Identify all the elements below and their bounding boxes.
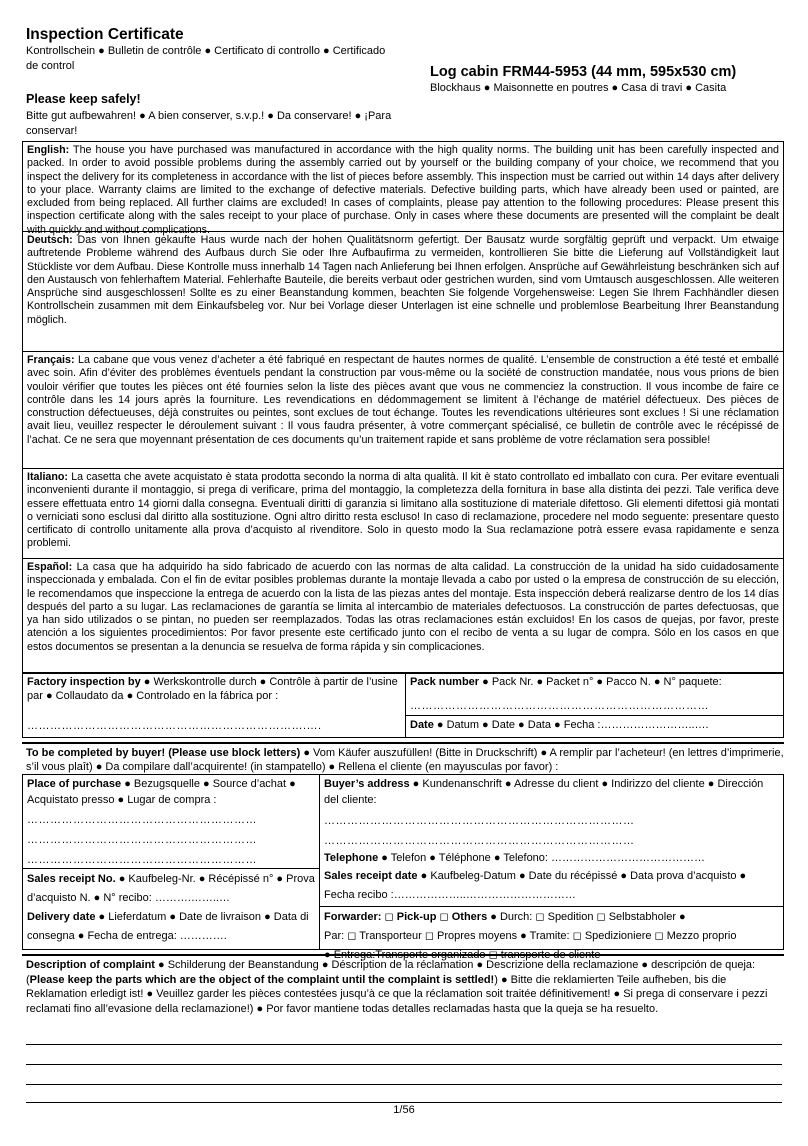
keep-safely-text: Bitte gut aufbewahren! ● A bien conserver, s.v.p.! ● Da conservare! ● ¡Para conservar! — [26, 110, 392, 137]
forwarder-field — [320, 906, 783, 965]
complaint-text-1: ● Schilderung der Beanstandung ● Déscription de la réclamation ● Descrizione della reclamazione ● descripción de queja: ( — [26, 959, 756, 986]
buyer-title-bold: To be completed by buyer! (Please use block letters) — [26, 747, 301, 759]
complaint-text-2: ) ● Bitte die reklamierten Teile aufheben, bis die Reklamation erledigt ist! ● Veuillez garder les pièces contestées jusqu’à ce que la réclamation soit traitée définitivement! ● Si prega di conservare i pezzi reclamati fino all’evasione della reclamazione!) ● Por favor mantiene todas detalles reclamadas hasta que la queja se ha resuelto. — [26, 973, 768, 1015]
receipt-text: ● Kaufbeleg-Nr. ● Récépissé n° ● Prova d’acquisto N. ● N° recibo: — [27, 873, 315, 904]
address-dots-1[interactable]: ……………………………………………………………………… — [324, 815, 635, 827]
sales-date-dots: ………………..………………………… — [393, 889, 576, 901]
complaint-line-4[interactable] — [26, 1102, 782, 1103]
product-subtitle: Blockhaus ● Maisonnette en poutres ● Casa di travi ● Casita — [430, 82, 727, 94]
lang-text: The house you have purchased was manufactured in accordance with the high quality norms. The building unit has been carefully inspected and packed. In order to avoid possible problems during the assembly carried out by yourself or the building company of your choice, we recommend that you inspect the delivery for its completeness in accordance with the list of pieces before assembly. This inspection must be carried out within 14 days after delivery to your place. Warranty claims are limited to the exchange of defective materials. Defective building parts, which have already been used or painted, are excluded from being replaced. All further claims are excluded! In cases of complaints, please pay attention to the following procedures: Please present this inspection certificate along with the sales receipt to your place of purchase. Only in cases where these documents are presented will the complaint be dealt with quickly and without complications. — [27, 144, 779, 236]
pack-number-field[interactable] — [406, 673, 783, 737]
delivery-text: ● Lieferdatum ● Date de livraison ● Data di consegna ● Fecha de entrega: — [27, 911, 309, 942]
divider — [22, 742, 784, 744]
date-label: Date — [410, 719, 434, 731]
address-label: Buyer’s address — [324, 778, 410, 790]
sales-receipt-field[interactable] — [23, 868, 319, 908]
lang-francais — [23, 352, 783, 469]
date-dots: ……………………..…. — [600, 719, 709, 731]
keep-safely-title: Please keep safely! — [26, 92, 141, 106]
page-subtitle: Kontrollschein ● Bulletin de contrôle ● Certificato di controllo ● Certificado de control — [26, 45, 386, 72]
lang-label: Deutsch: — [27, 234, 73, 246]
factory-dots: ……………………………………………………………….…. — [27, 720, 322, 732]
lang-text: La casa que ha adquirido ha sido fabricado de acuerdo con las normas de alta calidad. La construcción de la unidad ha sido cuidadosamente inspeccionada y embalada. Con el fin de evitar posibles problemas durante la montaje llevada a cabo por usted o la empresa de construcción de su elección, le recomendamos que inspeccione la entrega de acuerdo con la lista de las piezas antes del montaje. Esta inspección deberá realizarse dentro de los 14 días después del parto a su lugar. Las reclamaciones de garantía se limita al intercambio de materiales defectuosos. La construcción de partes defectuosas, que ya han sido utilizados o se pintan, no pueden ser reemplazados. Todas las otras reclamaciones están excluidos! En los casos de quejas, por favor, preste atención a los siguientes procedimientos: Por favor presente este certificado junto con el recibo de venta a su lugar de compra. Sólo en los casos en que estos documentos se presentan a la denuncia se resuelva de forma rápida y sin complicaciones. — [27, 561, 779, 653]
address-text: ● Kundenanschrift ● Adresse du client ● Indirizzo del cliente ● Dirección del cliente: — [324, 778, 764, 806]
forwarder-label: Forwarder: — [324, 911, 382, 923]
product-title: Log cabin FRM44-5953 (44 mm, 595x530 cm) — [430, 64, 737, 80]
lang-text: La casetta che avete acquistato è stata prodotta secondo la norma di alta qualità. Il kit è stato controllato ed imballato con cura. Per evitare eventuali inconvenienti durante il montaggio, si prega di verificare, prima del montaggio, la completezza della fornitura in base alla distinta dei pezzi. Tale verifica deve essere effettuata entro 14 giorni dalla consegna. Eventuali diritti di garanzia si limitano alla sostituzione di materiale difettoso. Gli elementi difettosi già montati o verniciati sono esclusi dal diritto alla sostituzione. Ogni altro diritto resta escluso! In caso di reclamazione, procedere nel modo seguente: presentare questo certificato di controllo unitamente alla prova d’acquisto al rivenditore. Solo in questo modo la Sua reclamazione potrà essere evasa rapidamente e senza problemi. — [27, 471, 779, 550]
pack-text: ● Pack Nr. ● Packet n° ● Pacco N. ● N° paquete: — [479, 676, 722, 688]
date-field[interactable] — [406, 715, 783, 732]
delivery-label: Delivery date — [27, 911, 96, 923]
sales-receipt-date-field[interactable] — [324, 867, 779, 905]
address-dots-2[interactable]: ……………………………………………………………………… — [324, 835, 635, 847]
lang-text: Das von Ihnen gekaufte Haus wurde nach der hohen Qualitätsnorm gefertigt. Der Bausatz wurde sorgfältig geprüft und verpackt. Um etwaige auftretende Probleme während des Aufbaus durch Sie oder Ihre Aufbaufirma zu vermeiden, kontrollieren Sie bitte die Lieferung auf Vollständigkeit laut Stückliste vor dem Aufbau. Diese Kontrolle muss innerhalb 14 Tagen nach Anlieferung bei Ihnen erfolgen. Ansprüche auf Gewährleistung beschränken sich auf den Austausch von fehlerhaftem Material. Fehlerhafte Bauteile, die bereits verbaut oder gestrichen wurden, sind vom Umtausch ausgeschlossen. Alle weiteren Ansprüche sind ausgeschlossen! Sollte es zu einer Beanstandung kommen, beachten Sie folgende Vorgehensweise: Legen Sie Ihrem Fachhändler diesen Kontrollschein zusammen mit dem Einkaufsbeleg vor. Nur bei Vorlage dieser Unterlagen ist eine schnelle und problemlose Bearbeitung Ihrer Beanstandung möglich. — [27, 234, 779, 326]
language-paragraphs — [22, 141, 784, 674]
place-dots-1[interactable]: …………………………………………………… — [27, 814, 257, 826]
buyer-title-text: ● Vom Käufer auszufüllen! (Bitte in Druckschrift) ● A remplir par l’acheteur! (en lettres d’imprimerie, s’il vous plaît) ● Da compilare dall’acquirente! (in stampatello) ● Rellena el cliente (en mayusculas por favor) : — [26, 747, 784, 773]
pack-dots: …………………………………………………………………… — [410, 700, 709, 712]
factory-pack-box — [22, 672, 784, 738]
place-dots-2[interactable]: …………………………………………………… — [27, 834, 257, 846]
receipt-dots: ……….……..… — [151, 892, 230, 904]
delivery-date-field[interactable] — [27, 908, 315, 946]
place-label: Place of purchase — [27, 778, 122, 790]
receipt-label: Sales receipt No. — [27, 873, 116, 885]
lang-label: Français: — [27, 354, 75, 366]
complaint-line-2[interactable] — [26, 1064, 782, 1065]
pickup-checkbox[interactable]: ◻ — [384, 911, 394, 923]
place-of-purchase-field[interactable] — [27, 776, 315, 808]
sales-date-label: Sales receipt date — [324, 870, 418, 882]
pickup-label: Pick-up — [396, 911, 437, 923]
lang-deutsch — [23, 232, 783, 352]
buyer-box — [22, 774, 784, 950]
factory-inspection-field[interactable] — [23, 673, 406, 737]
lang-label: English: — [27, 144, 70, 156]
pack-label: Pack number — [410, 676, 480, 688]
lang-espanol — [23, 559, 783, 673]
buyer-section-title — [26, 746, 786, 774]
sales-date-text: ● Kaufbeleg-Datum ● Date du récépissé ● Data prova d’acquisto ● Fecha recibo : — [324, 870, 747, 901]
lang-italiano — [23, 469, 783, 559]
place-text: ● Bezugsquelle ● Source d’achat ● Acquistato presso ● Lugar de compra : — [27, 778, 296, 806]
phone-text: ● Telefon ● Téléphone ● Telefono: — [378, 852, 548, 864]
complaint-line-3[interactable] — [26, 1084, 782, 1085]
complaint-bold: Please keep the parts which are the object of the complaint until the complaint is settled! — [29, 973, 495, 986]
others-checkbox[interactable]: ◻ — [439, 911, 449, 923]
phone-dots: …………………………………… — [547, 852, 706, 864]
others-label: Others — [451, 911, 488, 923]
telephone-field[interactable] — [324, 849, 779, 867]
complaint-description — [26, 958, 784, 1016]
factory-label: Factory inspection by — [27, 676, 141, 688]
complaint-label: Description of complaint — [26, 959, 155, 971]
buyer-address-field[interactable] — [324, 776, 779, 808]
page-number: 1/56 — [393, 1104, 415, 1116]
lang-text: La cabane que vous venez d’acheter a été fabriqué en respectant de hautes normes de qualité. L’ensemble de construction a été testé et emballé avec soin. Afin d’éviter des problèmes éventuels pendant la construction par vous-même ou la société de construction mandatée, nous vous prions de bien vouloir vérifier que toutes les pièces ont été fournies selon la liste des pièces avant que vous ne commenciez la construction. Il vous incombe de faire ce contrôle dans les 14 jours après la fourniture. Les revendications en dédommagement se limitent à l’échange de matériel défectueux. Des pièces de construction défectueuses, déjà construites ou peintes, sont exclues de tout échange. Toutes les revendications ultérieures sont exclues ! Si une réclamation avait lieu, veuillez respecter le déroulement suivant : Il vous faudra présenter, à votre commerçant spécialisé, ce bulletin de contrôle avec le récépissé de l’achat. Ce ne sera que moyennant présentation de ces documents qu’un traitement rapide et sans problème de votre réclamation sera possible! — [27, 354, 779, 446]
forwarder-text-2: Par: ◻ Transporteur ◻ Propres moyens ● Tramite: ◻ Spedizioniere ◻ Mezzo proprio — [324, 930, 737, 942]
delivery-dots: …………. — [176, 930, 227, 942]
place-dots-3[interactable]: …………………………………………………… — [27, 854, 257, 866]
phone-label: Telephone — [324, 852, 379, 864]
lang-label: Español: — [27, 561, 73, 573]
lang-english — [23, 142, 783, 236]
lang-label: Italiano: — [27, 471, 68, 483]
complaint-line-1[interactable] — [26, 1044, 782, 1045]
factory-text: ● Werkskontrolle durch ● Contrôle à partir de l’usine par ● Collaudato da ● Controlado en la fábrica por : — [27, 676, 398, 702]
date-text: ● Datum ● Date ● Data ● Fecha : — [433, 719, 601, 731]
buyer-left-column — [23, 775, 320, 949]
buyer-right-column — [320, 775, 783, 949]
divider — [22, 954, 784, 956]
page-title: Inspection Certificate — [26, 26, 184, 43]
forwarder-text-1: ● Durch: ◻ Spedition ◻ Selbstabholer ● — [487, 911, 686, 923]
